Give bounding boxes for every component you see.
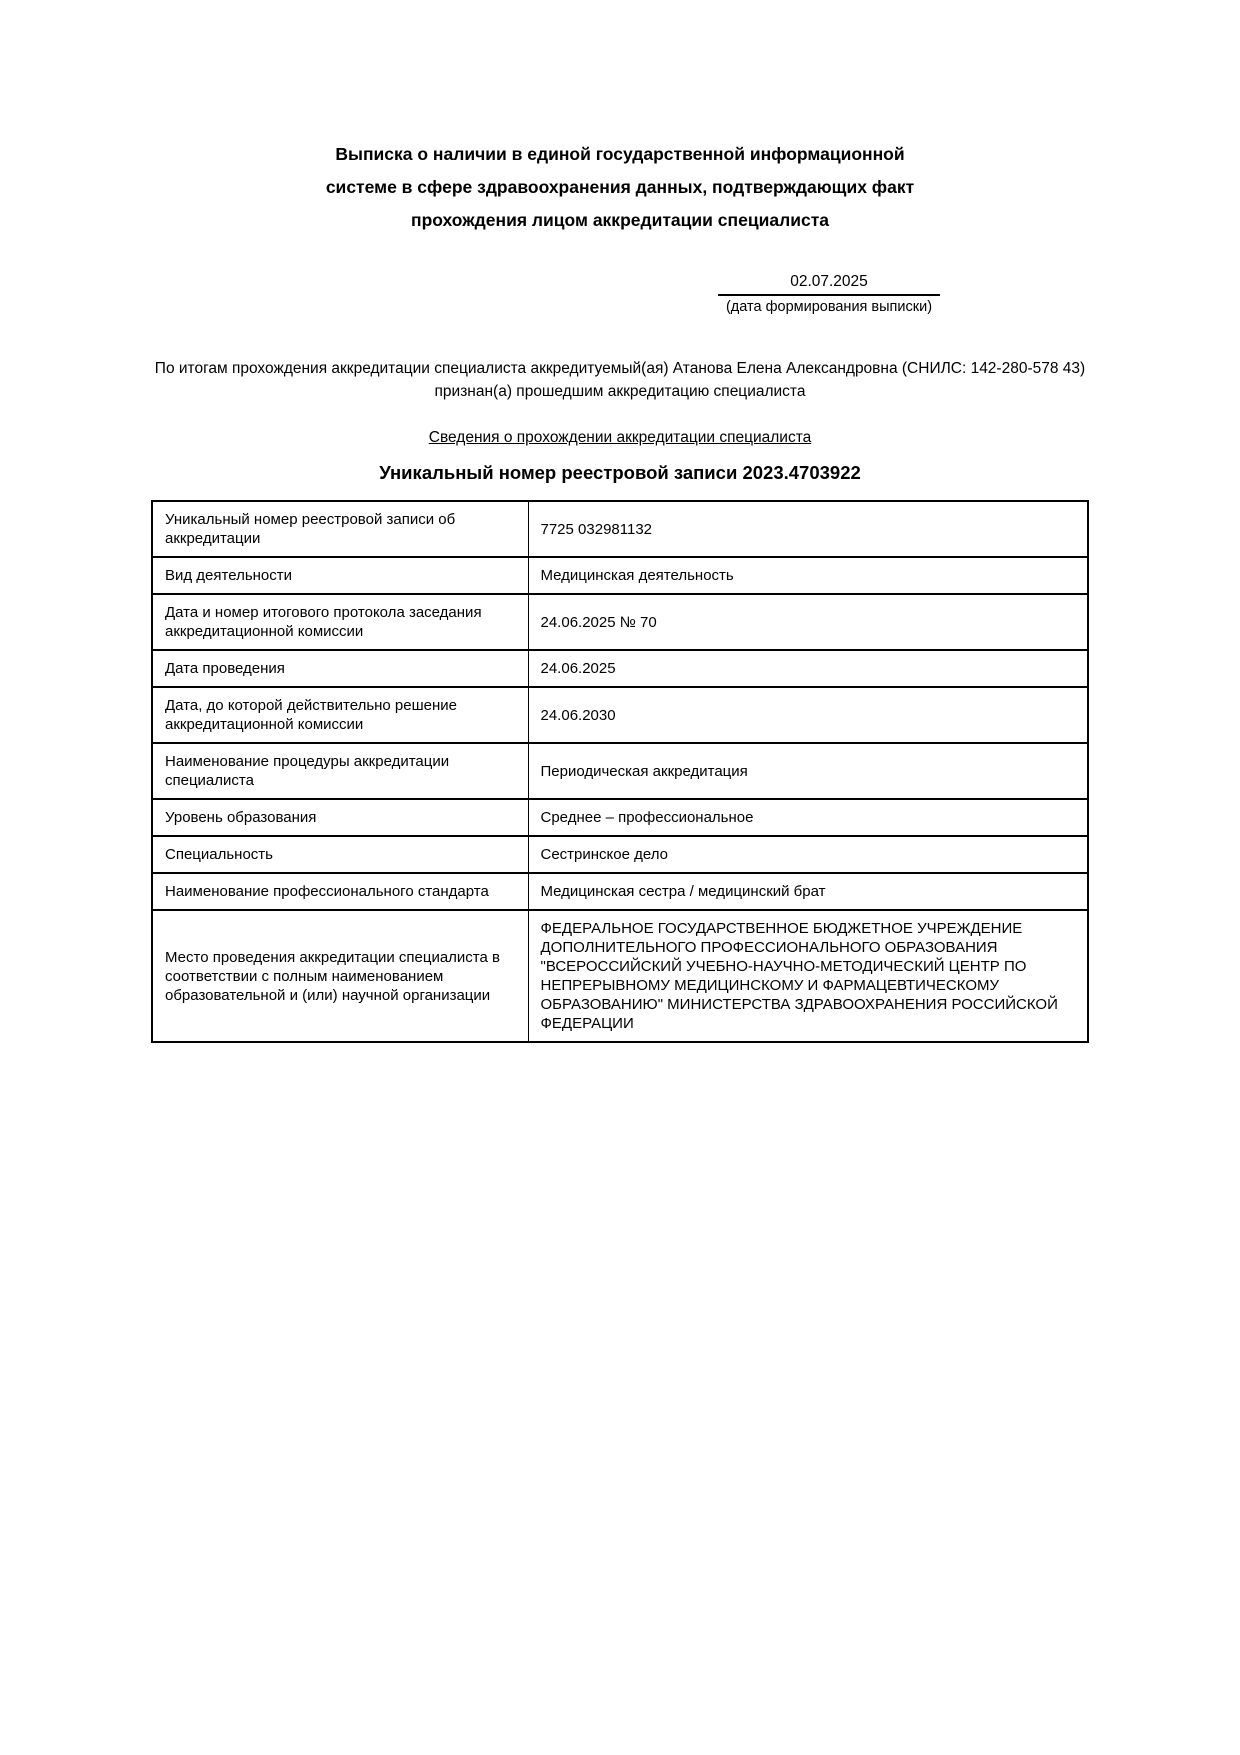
row-value-cell: ФЕДЕРАЛЬНОЕ ГОСУДАРСТВЕННОЕ БЮДЖЕТНОЕ УЧРЕЖДЕНИЕ ДОПОЛНИТЕЛЬНОГО ПРОФЕССИОНАЛЬНОГО ОБРАЗОВАНИЯ "ВСЕРОССИЙСКИЙ УЧЕБНО-НАУЧНО-МЕТОДИЧЕСКИЙ ЦЕНТР ПО НЕПРЕРЫВНОМУ МЕДИЦИНСКОМУ И ФАРМАЦЕВТИЧЕСКОМУ ОБРАЗОВАНИЮ" МИНИСТЕРСТВА ЗДРАВООХРАНЕНИЯ РОССИЙСКОЙ ФЕДЕРАЦИИ — [528, 910, 1088, 1042]
row-label-cell: Наименование профессионального стандарта — [152, 873, 528, 910]
row-value-cell: Сестринское дело — [528, 836, 1088, 873]
row-value-cell: 24.06.2030 — [528, 687, 1088, 743]
table-row — [152, 836, 1088, 873]
accreditation-table-body — [152, 501, 1088, 1042]
document-title — [0, 0, 1240, 237]
row-label-cell: Наименование процедуры аккредитации специалиста — [152, 743, 528, 799]
table-row — [152, 594, 1088, 650]
accreditation-table — [151, 500, 1089, 1043]
row-value-cell: 24.06.2025 — [528, 650, 1088, 687]
row-value-cell: Среднее – профессиональное — [528, 799, 1088, 836]
row-label-cell: Дата, до которой действительно решение аккредитационной комиссии — [152, 687, 528, 743]
row-label-cell: Уровень образования — [152, 799, 528, 836]
row-label-cell: Уникальный номер реестровой записи об аккредитации — [152, 501, 528, 557]
title-line-1: Выписка о наличии в единой государственной информационной — [335, 144, 905, 164]
table-row — [152, 557, 1088, 594]
row-label-cell: Дата и номер итогового протокола заседания аккредитационной комиссии — [152, 594, 528, 650]
formation-date-block — [718, 273, 940, 315]
table-row — [152, 687, 1088, 743]
row-value-cell: Медицинская сестра / медицинский брат — [528, 873, 1088, 910]
table-row — [152, 501, 1088, 557]
table-row — [152, 650, 1088, 687]
row-value-cell: Медицинская деятельность — [528, 557, 1088, 594]
table-row — [152, 873, 1088, 910]
row-label-cell: Специальность — [152, 836, 528, 873]
row-label-cell: Место проведения аккредитации специалиста в соответствии с полным наименованием образовательной и (или) научной организации — [152, 910, 528, 1042]
section-heading: Сведения о прохождении аккредитации специалиста — [428, 429, 812, 446]
registry-number-heading: Уникальный номер реестровой записи 2023.4703922 — [379, 462, 861, 483]
row-value-cell: Периодическая аккредитация — [528, 743, 1088, 799]
table-row — [152, 910, 1088, 1042]
formation-date-caption: (дата формирования выписки) — [725, 299, 933, 315]
intro-paragraph: По итогам прохождения аккредитации специалиста аккредитуемый(ая) Атанова Елена Александровна (СНИЛС: 142-280-578 43) признан(а) прошедшим аккредитацию специалиста — [154, 360, 1086, 400]
row-value-cell: 24.06.2025 № 70 — [528, 594, 1088, 650]
row-label-cell: Дата проведения — [152, 650, 528, 687]
formation-date-value: 02.07.2025 — [718, 273, 940, 296]
title-line-3: прохождения лицом аккредитации специалиста — [411, 210, 829, 230]
title-line-2: системе в сфере здравоохранения данных, подтверждающих факт — [325, 177, 915, 197]
row-value-cell: 7725 032981132 — [528, 501, 1088, 557]
table-row — [152, 799, 1088, 836]
table-row — [152, 743, 1088, 799]
row-label-cell: Вид деятельности — [152, 557, 528, 594]
